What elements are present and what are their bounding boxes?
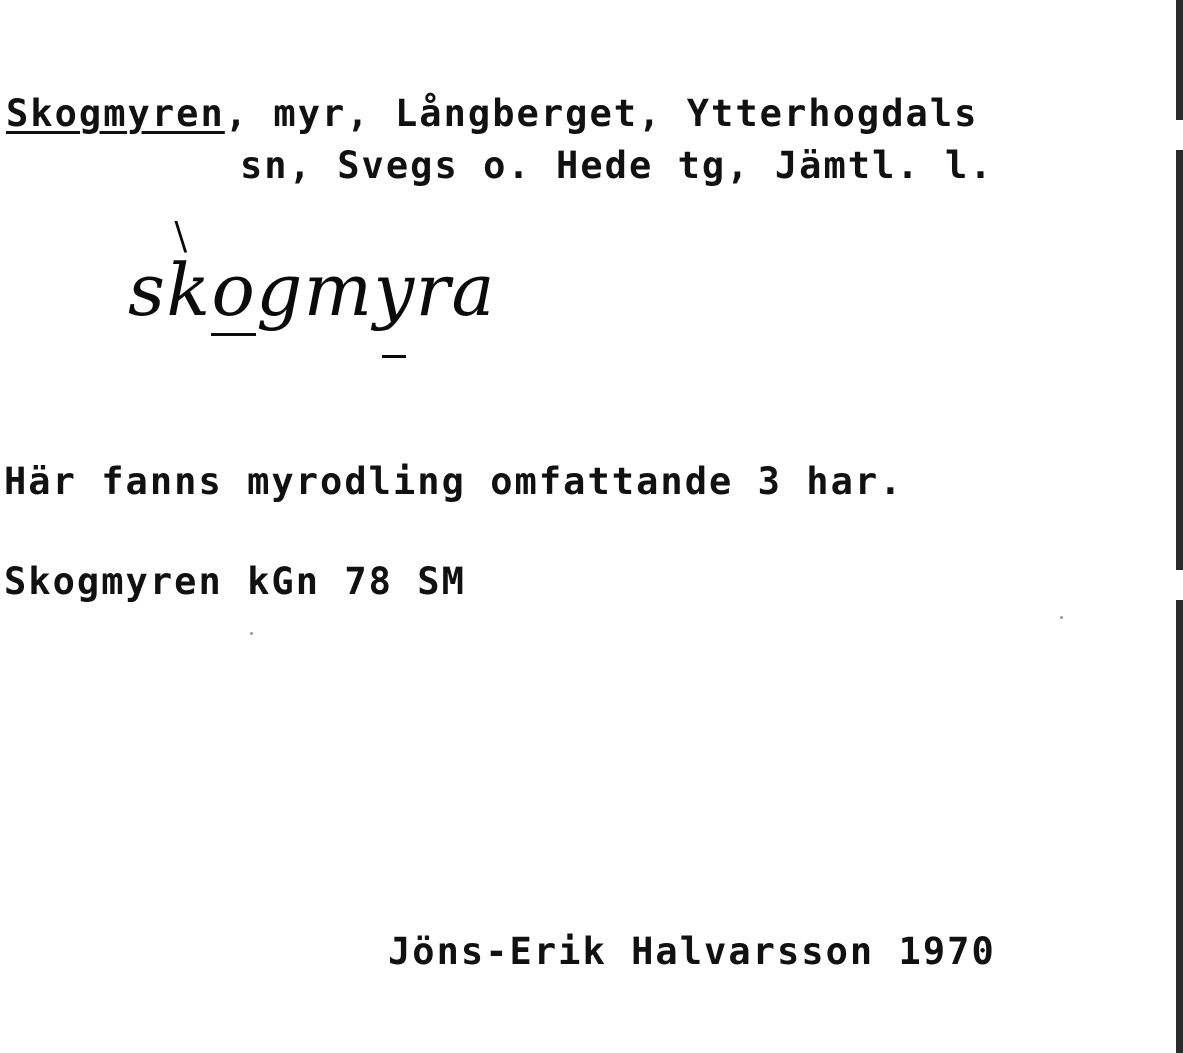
scan-speck-2 <box>1060 616 1063 619</box>
scan-edge-mark-3 <box>1176 600 1183 1053</box>
note-line-2: Skogmyren kGn 78 SM <box>4 560 466 603</box>
headline-line-2: sn, Svegs o. Hede tg, Jämtl. l. <box>240 144 994 187</box>
handwritten-seg-k: k \ <box>166 248 211 332</box>
headline-line-1 <box>6 92 978 135</box>
signature-line: Jöns-Erik Halvarsson 1970 <box>388 930 996 973</box>
note-line-1: Här fanns myrodling omfattande 3 har. <box>4 460 904 503</box>
headline-line-1-rest: , myr, Långberget, Ytterhogdals <box>224 92 979 135</box>
scan-edge-mark-1 <box>1176 0 1183 120</box>
handwritten-seg-o: o <box>211 248 256 336</box>
handwritten-dialect-form <box>128 248 496 332</box>
handwritten-seg-s: s <box>128 248 167 332</box>
scan-speck-1 <box>250 632 253 635</box>
handwritten-seg-y: y <box>373 248 416 332</box>
handwritten-seg-gm: gm <box>256 248 374 332</box>
handwritten-seg-ra: ra <box>415 248 496 332</box>
headline-place-name: Skogmyren <box>6 92 225 135</box>
scan-edge-mark-2 <box>1176 150 1183 570</box>
